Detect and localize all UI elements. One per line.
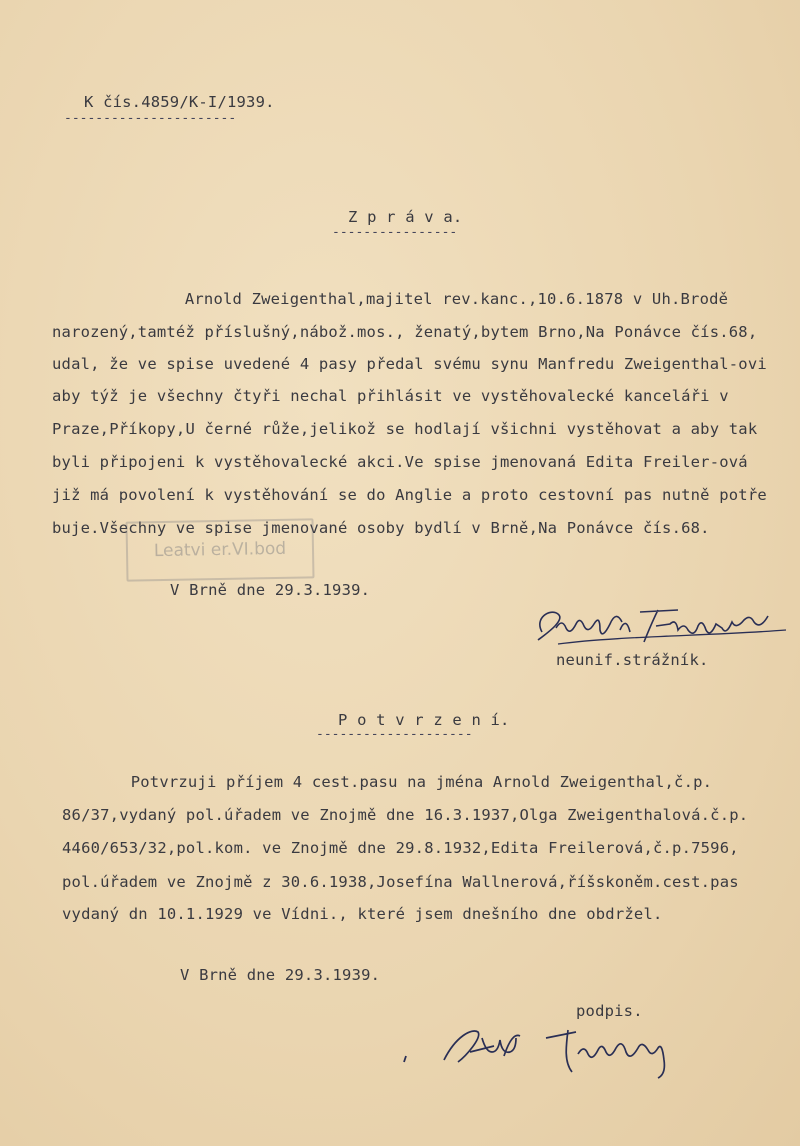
report-place-date: V Brně dne 29.3.1939. xyxy=(170,581,371,599)
officer-signature xyxy=(528,600,790,648)
confirmation-line: vydaný dn 10.1.1929 ve Vídni., které jsem dnešního dne obdržel. xyxy=(62,905,663,923)
reference-underline: ---------------------- xyxy=(64,111,237,126)
report-line: udal, že ve spise uvedené 4 pasy předal svému synu Manfredu Zweigenthal-ovi xyxy=(52,355,767,373)
reference-number: K čís.4859/K-I/1939. xyxy=(84,93,275,111)
report-line: buje.Všechny ve spise jmenované osoby bydlí v Brně,Na Ponávce čís.68. xyxy=(52,519,710,537)
confirmation-title: P o t v r z e n í. xyxy=(338,711,510,729)
report-line: byli připojeni k vystěhovalecké akci.Ve spise jmenovaná Edita Freiler-ová xyxy=(52,453,748,471)
report-line: Praze,Příkopy,U černé růže,jelikož se hodlají všichni vystěhovat a aby tak xyxy=(52,420,758,438)
report-title: Z p r á v a. xyxy=(348,208,463,226)
confirmation-line: 4460/653/32,pol.kom. ve Znojmě dne 29.8.1932,Edita Freilerová,č.p.7596, xyxy=(62,839,739,857)
report-title-underline: ---------------- xyxy=(332,225,458,240)
report-line: aby týž je všechny čtyři nechal přihlásit ve vystěhovalecké kanceláři v xyxy=(52,387,729,405)
confirmation-line: pol.úřadem ve Znojmě z 30.6.1938,Josefína Wallnerová,říšskoněm.cest.pas xyxy=(62,873,739,891)
report-line: Arnold Zweigenthal,majitel rev.kanc.,10.6.1878 v Uh.Brodě xyxy=(80,290,729,308)
confirmation-place-date: V Brně dne 29.3.1939. xyxy=(180,966,381,984)
officer-title: neunif.strážník. xyxy=(556,651,709,669)
confirmation-line: Potvrzuji příjem 4 cest.pasu na jména Arnold Zweigenthal,č.p. xyxy=(64,773,713,791)
report-line: již má povolení k vystěhování se do Anglie a proto cestovní pas nutně potře xyxy=(52,486,767,504)
recipient-signature xyxy=(396,1016,696,1096)
confirmation-title-underline: -------------------- xyxy=(316,727,473,742)
report-line: narozený,tamtéž příslušný,nábož.mos., ženatý,bytem Brno,Na Ponávce čís.68, xyxy=(52,323,758,341)
signature-label: podpis. xyxy=(576,1002,643,1020)
confirmation-line: 86/37,vydaný pol.úřadem ve Znojmě dne 16.3.1937,Olga Zweigenthalová.č.p. xyxy=(62,806,749,824)
faded-stamp: Leatvi er.VI.bod xyxy=(125,518,314,581)
